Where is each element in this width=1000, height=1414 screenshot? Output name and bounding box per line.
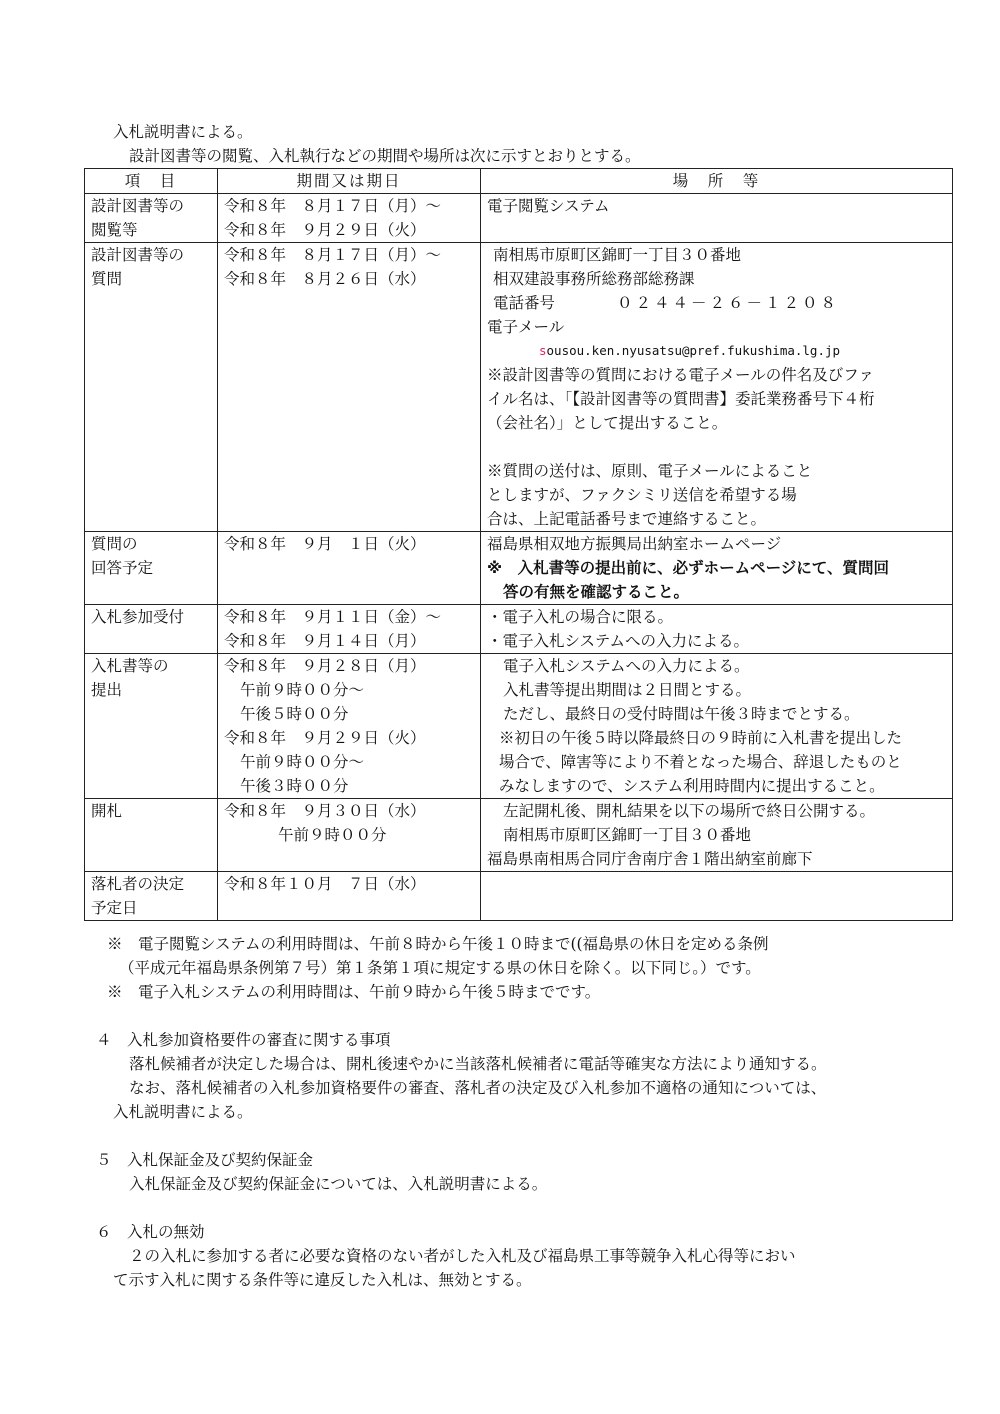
row-place: ・電子入札の場合に限る。 ・電子入札システムへの入力による。 xyxy=(481,605,953,654)
row-item: 入札書等の 提出 xyxy=(85,654,218,799)
table-row xyxy=(85,194,953,243)
footnote-1-cont: （平成元年福島県条例第７号）第１条第１項に規定する県の休日を除く。以下同じ。）です。 xyxy=(119,959,761,977)
row-period: 令和８年 ８月１７日（月）～ 令和８年 ８月２６日（水） xyxy=(218,243,481,532)
row-place: 電子閲覧システム xyxy=(481,194,953,243)
section-6-heading: ６ 入札の無効 xyxy=(96,1223,205,1241)
row-item: 設計図書等の 閲覧等 xyxy=(85,194,218,243)
section-6-line: て示す入札に関する条件等に違反した入札は、無効とする。 xyxy=(113,1271,532,1289)
section-5-line: 入札保証金及び契約保証金については、入札説明書による。 xyxy=(129,1175,548,1193)
row-item: 入札参加受付 xyxy=(85,605,218,654)
section-5-heading: ５ 入札保証金及び契約保証金 xyxy=(96,1151,314,1169)
header-period: 期間又は期日 xyxy=(218,169,481,194)
section-4-line: なお、落札候補者の入札参加資格要件の審査、落札者の決定及び入札参加不適格の通知については、 xyxy=(129,1079,827,1097)
row-place: 南相馬市原町区錦町一丁目３０番地 相双建設事務所総務部総務課 電話番号 ０２４４－２６－１２０８ 電子メール sousou.ken.nyusatsu@pref.fukushima.lg.jp ※設計図書等の質問における電子メールの件名及びファ イル名は、「【設計図書等の質問書】委託業務番号下４桁 （会社名）」として提出すること。 ※質問の送付は、原則、電子メールによること としますが、ファクシミリ送信を希望する場 合は、上記電話番号まで連絡すること。 xyxy=(481,243,953,532)
section-4-heading: ４ 入札参加資格要件の審査に関する事項 xyxy=(96,1031,391,1049)
row-period: 令和８年 ９月１１日（金）～ 令和８年 ９月１４日（月） xyxy=(218,605,481,654)
intro-line-2: 設計図書等の閲覧、入札執行などの期間や場所は次に示すとおりとする。 xyxy=(129,147,641,165)
section-4-line: 落札候補者が決定した場合は、開札後速やかに当該落札候補者に電話等確実な方法により通知する。 xyxy=(129,1055,827,1073)
row-period: 令和８年 ９月 １日（火） xyxy=(218,532,481,605)
table-row xyxy=(85,532,953,605)
row-place: 左記開札後、開札結果を以下の場所で終日公開する。 南相馬市原町区錦町一丁目３０番地 福島県南相馬合同庁舎南庁舎１階出納室前廊下 xyxy=(481,799,953,872)
row-item: 質問の 回答予定 xyxy=(85,532,218,605)
table-row xyxy=(85,243,953,532)
row-period: 令和８年 ９月２８日（月） 午前９時００分～ 午後５時００分 令和８年 ９月２９日（火） 午前９時００分～ 午後３時００分 xyxy=(218,654,481,799)
table-row xyxy=(85,654,953,799)
row-period: 令和８年 ９月３０日（水） 午前９時００分 xyxy=(218,799,481,872)
row-place: 福島県相双地方振興局出納室ホームページ ※ 入札書等の提出前に、必ずホームページにて、質問回 答の有無を確認すること。 xyxy=(481,532,953,605)
intro-line-1: 入札説明書による。 xyxy=(113,123,253,141)
row-item: 開札 xyxy=(85,799,218,872)
footnote-2: ※ 電子入札システムの利用時間は、午前９時から午後５時までです。 xyxy=(107,983,601,1001)
header-place: 場 所 等 xyxy=(481,169,953,194)
row-item: 設計図書等の 質問 xyxy=(85,243,218,532)
footnote-1: ※ 電子閲覧システムの利用時間は、午前８時から午後１０時まで((福島県の休日を定める条例 xyxy=(107,935,769,953)
header-item: 項 目 xyxy=(85,169,218,194)
table-row xyxy=(85,605,953,654)
table-header-row xyxy=(85,169,953,194)
row-place: 電子入札システムへの入力による。 入札書等提出期間は２日間とする。 ただし、最終日の受付時間は午後３時までとする。 ※初日の午後５時以降最終日の９時前に入札書を提出した 場合で、障害等により不着となった場合、辞退したものと みなしますので、システム利用時間内に提出すること。 xyxy=(481,654,953,799)
section-6-line: ２の入札に参加する者に必要な資格のない者がした入札及び福島県工事等競争入札心得等におい xyxy=(129,1247,796,1265)
table-row xyxy=(85,799,953,872)
table-row xyxy=(85,872,953,921)
phone-line: 電話番号 ０２４４－２６－１２０８ xyxy=(493,294,840,312)
bold-notice: ※ 入札書等の提出前に、必ずホームページにて、質問回 xyxy=(487,559,889,577)
section-4-line: 入札説明書による。 xyxy=(113,1103,253,1121)
row-place xyxy=(481,872,953,921)
schedule-table xyxy=(84,168,953,921)
row-period: 令和８年 ８月１７日（月）～ 令和８年 ９月２９日（火） xyxy=(218,194,481,243)
email-address: sousou.ken.nyusatsu@pref.fukushima.lg.jp xyxy=(539,343,841,358)
row-item: 落札者の決定 予定日 xyxy=(85,872,218,921)
row-period: 令和８年１０月 ７日（水） xyxy=(218,872,481,921)
